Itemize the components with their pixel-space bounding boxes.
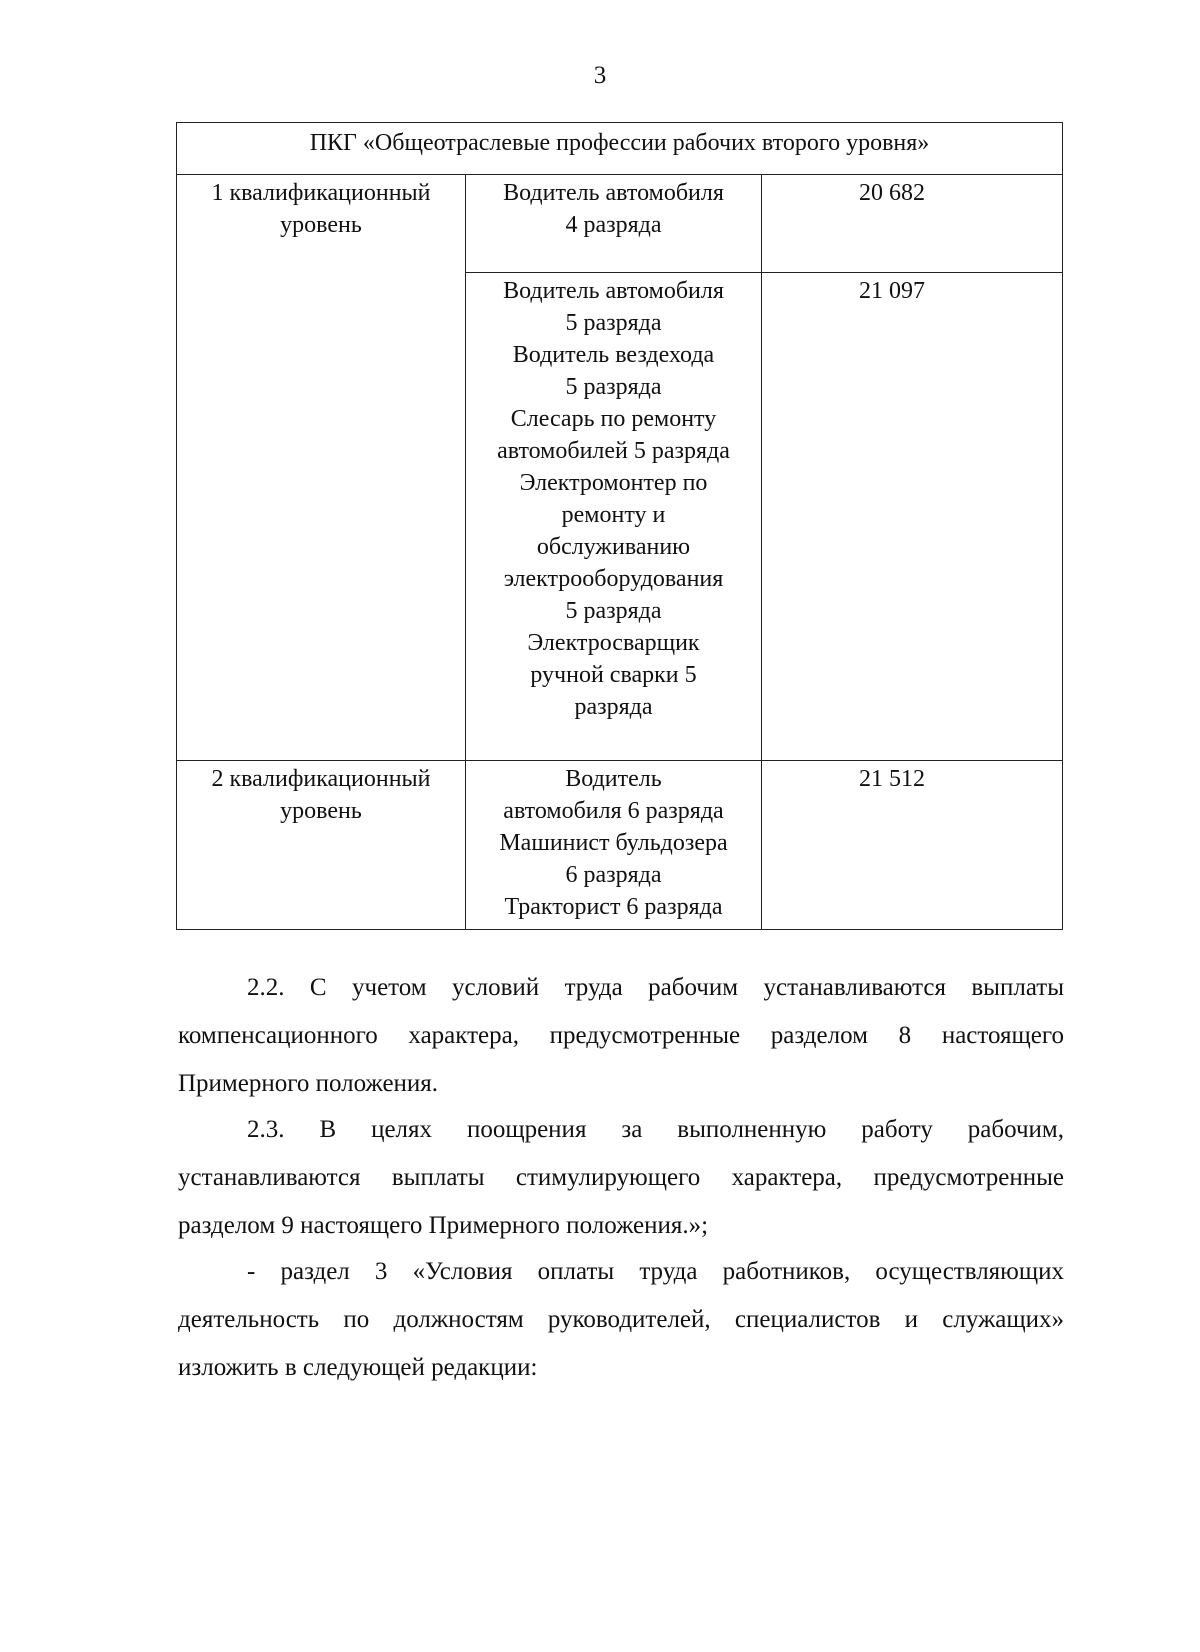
- profession-cell: [466, 761, 762, 930]
- profession-line: Водитель вездехода: [512, 342, 715, 368]
- rate-cell: 21 097: [762, 273, 1063, 761]
- page-number: 3: [593, 62, 607, 89]
- profession-line: 5 разряда: [565, 374, 662, 400]
- profession-line: обслуживанию: [536, 534, 691, 560]
- profession-line: 6 разряда: [565, 862, 662, 888]
- profession-line: автомобиля 6 разряда: [503, 798, 724, 824]
- paragraph-line: деятельность по должностям руководителей, специалистов и служащих»: [178, 1306, 1064, 1333]
- profession-line: ремонту и: [561, 502, 666, 528]
- paragraph-section-3: [178, 1248, 1064, 1392]
- level-text: 1 квалификационный: [211, 180, 431, 206]
- paragraph-2-3: [178, 1106, 1064, 1250]
- profession-line: Водитель: [565, 766, 662, 792]
- rate-cell: 21 512: [762, 761, 1063, 930]
- paragraph-line: 2.3. В целях поощрения за выполненную работу рабочим,: [247, 1116, 1064, 1143]
- salary-table: [176, 122, 1063, 930]
- level-cell-2: [177, 761, 466, 930]
- profession-line: Электромонтер по: [519, 470, 708, 496]
- paragraph-line: 2.2. С учетом условий труда рабочим устанавливаются выплаты: [247, 974, 1064, 1001]
- profession-line: 5 разряда: [565, 598, 662, 624]
- profession-line: автомобилей 5 разряда: [497, 438, 730, 464]
- level-cell-1: [177, 175, 466, 761]
- profession-line: разряда: [574, 694, 653, 720]
- profession-line: Тракторист 6 разряда: [504, 894, 723, 920]
- profession-cell: [466, 273, 762, 761]
- profession-line: Электросварщик: [527, 630, 700, 656]
- profession-line: ручной сварки 5: [530, 662, 697, 688]
- profession-line: 4 разряда: [565, 212, 662, 238]
- profession-line: Машинист бульдозера: [499, 830, 728, 856]
- profession-line: Слесарь по ремонту: [510, 406, 717, 432]
- paragraph-2-2: [178, 964, 1064, 1108]
- profession-line: Водитель автомобиля: [503, 180, 724, 206]
- paragraph-line: разделом 9 настоящего Примерного положения.»;: [178, 1212, 709, 1239]
- paragraph-line: Примерного положения.: [178, 1070, 439, 1097]
- table-row: [177, 175, 1063, 273]
- paragraph-line: устанавливаются выплаты стимулирующего характера, предусмотренные: [178, 1164, 1064, 1191]
- level-text: уровень: [280, 212, 362, 238]
- profession-line: Водитель автомобиля: [503, 278, 724, 304]
- profession-line: 5 разряда: [565, 310, 662, 336]
- profession-cell: [466, 175, 762, 273]
- table-header: ПКГ «Общеотраслевые профессии рабочих второго уровня»: [177, 123, 1063, 175]
- rate-cell: 20 682: [762, 175, 1063, 273]
- paragraph-line: - раздел 3 «Условия оплаты труда работников, осуществляющих: [247, 1258, 1064, 1285]
- paragraph-line: изложить в следующей редакции:: [178, 1354, 538, 1381]
- table-header-row: [177, 123, 1063, 175]
- profession-line: электрооборудования: [503, 566, 724, 592]
- table-row: [177, 761, 1063, 930]
- level-text: 2 квалификационный: [211, 766, 431, 792]
- level-text: уровень: [280, 798, 362, 824]
- paragraph-line: компенсационного характера, предусмотренные разделом 8 настоящего: [178, 1022, 1064, 1049]
